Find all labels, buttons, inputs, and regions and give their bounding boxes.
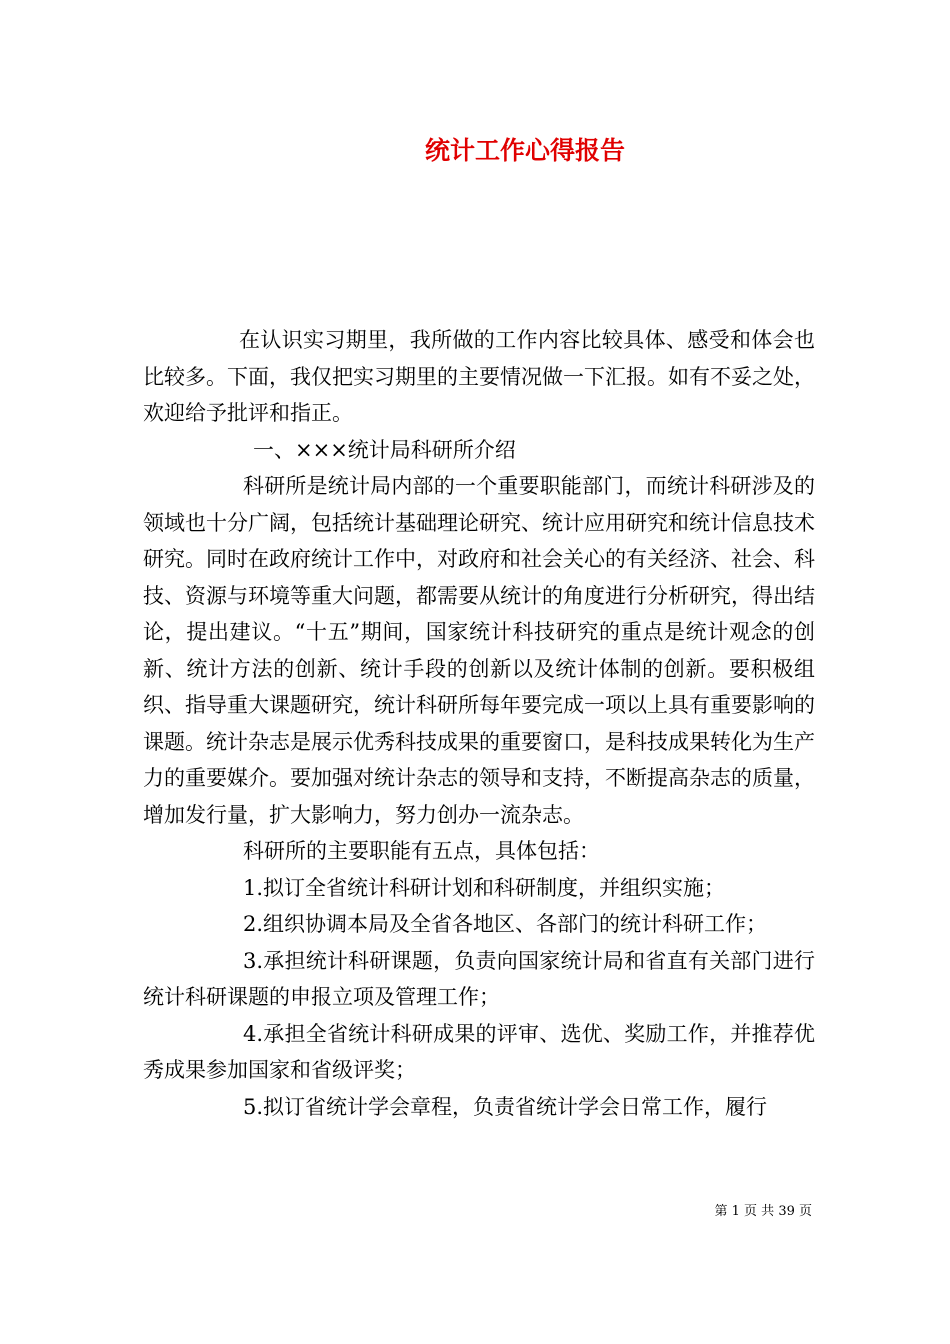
section-heading: 一、×××统计局科研所介绍 xyxy=(253,437,516,462)
list-item: 1.拟订全省统计科研计划和科研制度，并组织实施； xyxy=(243,875,726,900)
document-title: 统计工作心得报告 xyxy=(424,136,625,165)
list-item: 5.拟订省统计学会章程，负责省统计学会日常工作，履行 xyxy=(243,1094,768,1119)
page-number: 第 1 页 共 39 页 xyxy=(714,1204,812,1219)
document-body xyxy=(143,322,815,1125)
intro-paragraph: 在认识实习期里，我所做的工作内容比较具体、感受和体会也比较多。下面，我仅把实习期里的主要情况做一下汇报。如有不妥之处，欢迎给予批评和指正。 xyxy=(143,328,815,425)
body-paragraph: 科研所是统计局内部的一个重要职能部门，而统计科研涉及的领域也十分广阔，包括统计基础理论研究、统计应用研究和统计信息技术研究。同时在政府统计工作中，对政府和社会关心的有关经济、社会、科技、资源与环境等重大问题，都需要从统计的角度进行分析研究，得出结论，提出建议。“十五”期间，国家统计科技研究的重点是统计观念的创新、统计方法的创新、统计手段的创新以及统计体制的创新。要积极组织、指导重大课题研究，统计科研所每年要完成一项以上具有重要影响的课题。统计杂志是展示优秀科技成果的重要窗口，是科技成果转化为生产力的重要媒介。要加强对统计杂志的领导和支持，不断提高杂志的质量，增加发行量，扩大影响力，努力创办一流杂志。 xyxy=(143,474,815,827)
list-item: 3.承担统计科研课题，负责向国家统计局和省直有关部门进行统计科研课题的申报立项及管理工作； xyxy=(143,948,815,1009)
functions-intro: 科研所的主要职能有五点，具体包括： xyxy=(243,839,600,863)
list-item: 4.承担全省统计科研成果的评审、选优、奖励工作，并推荐优秀成果参加国家和省级评奖； xyxy=(143,1021,815,1082)
list-item: 2.组织协调本局及全省各地区、各部门的统计科研工作； xyxy=(243,912,768,936)
